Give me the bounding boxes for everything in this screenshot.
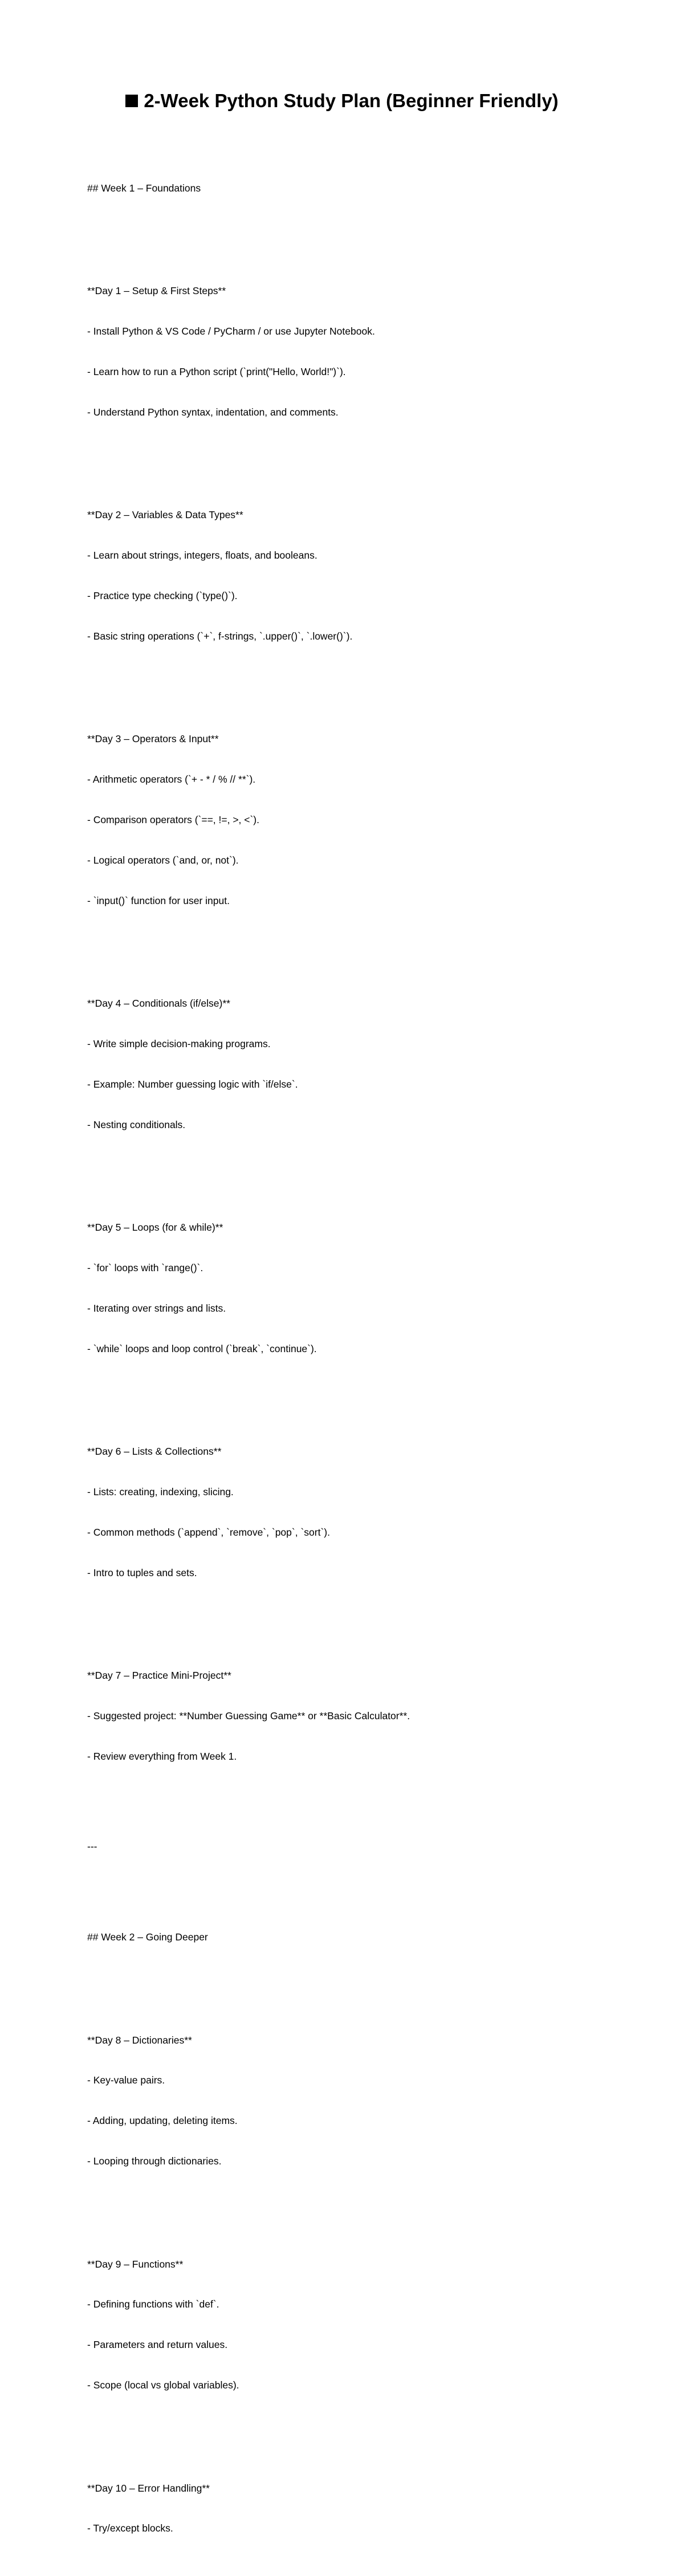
day-4-heading: **Day 4 – Conditionals (if/else)** <box>87 998 230 1010</box>
list-item: - Learn about strings, integers, floats, and booleans. <box>87 550 317 561</box>
day-7-heading: **Day 7 – Practice Mini-Project** <box>87 1670 231 1682</box>
list-item: - Example: Number guessing logic with `if/else`. <box>87 1078 298 1090</box>
week-1-heading: ## Week 1 – Foundations <box>87 182 201 194</box>
day-9-heading: **Day 9 – Functions** <box>87 2258 184 2270</box>
list-item: - `input()` function for user input. <box>87 894 230 906</box>
list-item: - Intro to tuples and sets. <box>87 1566 197 1578</box>
list-item: - Adding, updating, deleting items. <box>87 2115 238 2127</box>
list-item: - Lists: creating, indexing, slicing. <box>87 1486 234 1497</box>
list-item: - Practice type checking (`type()`). <box>87 590 238 601</box>
list-item: - Learn how to run a Python script (`print("Hello, World!")`). <box>87 366 346 377</box>
page-title <box>0 88 684 113</box>
black-square-icon <box>125 95 138 107</box>
list-item: - `while` loops and loop control (`break`, `continue`). <box>87 1342 317 1354</box>
list-item: - Common methods (`append`, `remove`, `pop`, `sort`). <box>87 1526 330 1538</box>
list-item: - Logical operators (`and, or, not`). <box>87 854 239 866</box>
day-8-heading: **Day 8 – Dictionaries** <box>87 2034 192 2046</box>
day-1-heading: **Day 1 – Setup & First Steps** <box>87 285 226 297</box>
section-separator: --- <box>87 1841 97 1853</box>
document-body <box>87 141 657 2576</box>
list-item: - Nesting conditionals. <box>87 1118 186 1130</box>
list-item: - Looping through dictionaries. <box>87 2155 222 2167</box>
week-2-heading: ## Week 2 – Going Deeper <box>87 1931 208 1943</box>
list-item: - Install Python & VS Code / PyCharm / or use Jupyter Notebook. <box>87 325 375 337</box>
list-item: - Iterating over strings and lists. <box>87 1302 226 1314</box>
day-3-heading: **Day 3 – Operators & Input** <box>87 733 219 745</box>
list-item: - Arithmetic operators (`+ - * / % // **`). <box>87 774 256 786</box>
list-item: - Defining functions with `def`. <box>87 2298 219 2310</box>
list-item: - Comparison operators (`==, !=, >, <`). <box>87 814 259 825</box>
list-item: - Understand Python syntax, indentation, and comments. <box>87 406 339 418</box>
day-5-heading: **Day 5 – Loops (for & while)** <box>87 1222 223 1234</box>
list-item: - `for` loops with `range()`. <box>87 1262 203 1273</box>
list-item: - Try/except blocks. <box>87 2522 173 2534</box>
day-10-heading: **Day 10 – Error Handling** <box>87 2482 210 2494</box>
list-item: - Key-value pairs. <box>87 2074 165 2086</box>
list-item: - Suggested project: **Number Guessing Game** or **Basic Calculator**. <box>87 1710 410 1722</box>
list-item: - Parameters and return values. <box>87 2339 228 2351</box>
page-title-text: 2-Week Python Study Plan (Beginner Friendly) <box>144 90 559 111</box>
list-item: - Scope (local vs global variables). <box>87 2379 239 2391</box>
day-6-heading: **Day 6 – Lists & Collections** <box>87 1446 222 1458</box>
list-item: - Review everything from Week 1. <box>87 1750 237 1762</box>
list-item: - Basic string operations (`+`, f-strings, `.upper()`, `.lower()`). <box>87 630 353 642</box>
list-item: - Write simple decision-making programs. <box>87 1038 271 1049</box>
day-2-heading: **Day 2 – Variables & Data Types** <box>87 509 243 521</box>
